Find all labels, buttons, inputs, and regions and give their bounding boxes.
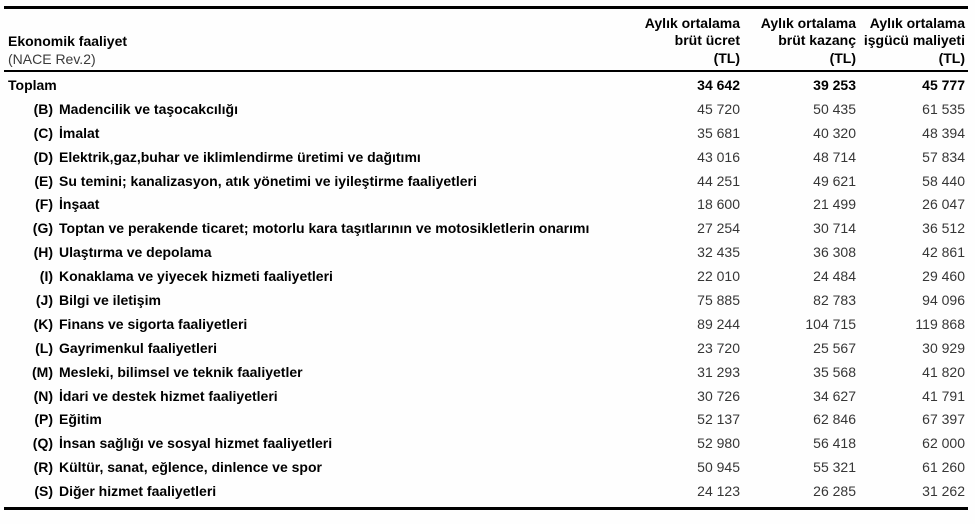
row-label: İdari ve destek hizmet faaliyetleri — [59, 387, 278, 404]
row-value: 62 846 — [813, 411, 856, 428]
row-value: 26 047 — [922, 196, 965, 213]
row-value: 82 783 — [813, 291, 856, 308]
table-row — [4, 169, 968, 193]
activity-label-cell — [4, 244, 590, 260]
total-row-label: Toplam — [8, 76, 57, 93]
row-label: Su temini; kanalizasyon, atık yönetimi ve iyileştirme faaliyetleri — [59, 172, 477, 189]
activity-header-subtitle: (NACE Rev.2) — [8, 50, 96, 67]
row-label: Konaklama ve yiyecek hizmeti faaliyetleri — [59, 268, 333, 285]
table-row — [4, 312, 968, 336]
row-value: 50 435 — [813, 100, 856, 117]
row-code: (S) — [34, 483, 53, 500]
row-code: (G) — [32, 220, 53, 237]
column-header-line: (TL) — [938, 49, 965, 66]
row-code: (D) — [33, 148, 53, 165]
table-row — [4, 264, 968, 288]
activity-label-cell — [4, 268, 590, 284]
header-separator-rule — [4, 70, 968, 72]
row-value: 43 016 — [697, 148, 740, 165]
table-row — [4, 192, 968, 216]
column-header-line: brüt ücret — [674, 32, 740, 48]
activity-label-cell — [4, 316, 590, 332]
row-label: Elektrik,gaz,buhar ve iklimlendirme üretimi ve dağıtımı — [59, 148, 421, 165]
activity-label-cell — [4, 125, 590, 141]
row-label: Diğer hizmet faaliyetleri — [59, 483, 217, 500]
row-value: 31 262 — [922, 483, 965, 500]
row-value: 48 394 — [922, 124, 965, 141]
row-value: 42 861 — [922, 244, 965, 261]
column-header-line: Aylık ortalama — [644, 14, 740, 31]
table-row — [4, 97, 968, 121]
row-label: Gayrimenkul faaliyetleri — [59, 339, 217, 356]
activity-label-cell — [4, 364, 590, 380]
row-value: 104 715 — [805, 315, 856, 332]
row-code: (E) — [34, 172, 53, 189]
row-value: 27 254 — [697, 220, 740, 237]
row-value: 62 000 — [922, 435, 965, 452]
row-label: Kültür, sanat, eğlence, dinlence ve spor — [59, 459, 322, 476]
row-value: 32 435 — [697, 244, 740, 261]
table-row — [4, 336, 968, 360]
row-code: (F) — [35, 196, 53, 213]
total-row-value: 34 642 — [697, 76, 740, 93]
table-row — [4, 455, 968, 479]
row-label: Eğitim — [59, 411, 102, 428]
activity-label-cell — [4, 149, 590, 165]
row-value: 30 714 — [813, 220, 856, 237]
table-row — [4, 240, 968, 264]
row-label: İmalat — [59, 124, 100, 141]
row-value: 24 484 — [813, 268, 856, 285]
column-header-line: Aylık ortalama — [869, 14, 965, 31]
row-value: 24 123 — [697, 483, 740, 500]
total-row-value: 45 777 — [922, 76, 965, 93]
row-value: 22 010 — [697, 268, 740, 285]
row-value: 52 980 — [697, 435, 740, 452]
table-row — [4, 360, 968, 384]
row-label: Bilgi ve iletişim — [59, 291, 161, 308]
row-value: 61 260 — [922, 459, 965, 476]
row-value: 36 308 — [813, 244, 856, 261]
row-code: (Q) — [32, 435, 53, 452]
table-row — [4, 479, 968, 503]
row-label: Mesleki, bilimsel ve teknik faaliyetler — [59, 363, 303, 380]
table-row — [4, 121, 968, 145]
table-header — [4, 9, 968, 70]
row-value: 35 568 — [813, 363, 856, 380]
row-value: 55 321 — [813, 459, 856, 476]
column-header-labour-cost — [856, 15, 968, 71]
row-code: (B) — [33, 100, 53, 117]
row-value: 75 885 — [697, 291, 740, 308]
activity-label-cell — [4, 101, 590, 117]
row-value: 40 320 — [813, 124, 856, 141]
row-value: 52 137 — [697, 411, 740, 428]
row-code: (M) — [32, 363, 53, 380]
row-value: 36 512 — [922, 220, 965, 237]
row-value: 58 440 — [922, 172, 965, 189]
row-value: 34 627 — [813, 387, 856, 404]
table-row — [4, 288, 968, 312]
row-label: İnşaat — [59, 196, 100, 213]
activity-column-header — [4, 33, 590, 70]
row-value: 29 460 — [922, 268, 965, 285]
activity-label-cell — [4, 388, 590, 404]
row-value: 30 726 — [697, 387, 740, 404]
row-value: 21 499 — [813, 196, 856, 213]
column-header-line: (TL) — [713, 49, 740, 66]
activity-label-cell — [4, 173, 590, 189]
row-code: (H) — [33, 244, 53, 261]
row-value: 18 600 — [697, 196, 740, 213]
row-value: 41 820 — [922, 363, 965, 380]
row-label: Ulaştırma ve depolama — [59, 244, 212, 261]
row-code: (C) — [33, 124, 53, 141]
activity-label-cell — [4, 435, 590, 451]
row-code: (J) — [35, 291, 53, 308]
row-label: Toptan ve perakende ticaret; motorlu kara taşıtlarının ve motosikletlerin onarımı — [59, 220, 590, 237]
row-value: 26 285 — [813, 483, 856, 500]
row-value: 89 244 — [697, 315, 740, 332]
column-header-gross-earnings — [740, 15, 856, 71]
row-code: (L) — [35, 339, 53, 356]
row-value: 119 868 — [915, 315, 965, 332]
row-value: 50 945 — [697, 459, 740, 476]
table-row — [4, 216, 968, 240]
row-value: 31 293 — [697, 363, 740, 380]
activity-label-cell — [4, 459, 590, 475]
row-code: (R) — [33, 459, 53, 476]
row-value: 94 096 — [922, 291, 965, 308]
activity-label-cell — [4, 196, 590, 212]
table-body — [4, 73, 968, 503]
row-value: 30 929 — [922, 339, 965, 356]
row-value: 44 251 — [697, 172, 740, 189]
row-code: (I) — [39, 268, 53, 285]
row-value: 23 720 — [697, 339, 740, 356]
row-value: 49 621 — [813, 172, 856, 189]
row-value: 67 397 — [922, 411, 965, 428]
column-header-line: işgücü maliyeti — [863, 32, 965, 48]
bottom-rule — [4, 507, 968, 510]
activity-label-cell — [4, 411, 590, 427]
total-row — [4, 73, 968, 97]
total-row-value: 39 253 — [813, 76, 856, 93]
row-value: 35 681 — [697, 124, 740, 141]
activity-label-cell — [4, 220, 590, 236]
row-label: Finans ve sigorta faaliyetleri — [59, 315, 248, 332]
column-header-line: Aylık ortalama — [760, 14, 856, 31]
column-header-gross-wage — [590, 15, 740, 71]
table-row — [4, 145, 968, 169]
row-value: 25 567 — [813, 339, 856, 356]
row-code: (N) — [33, 387, 53, 404]
row-code: (P) — [34, 411, 53, 428]
column-header-line: (TL) — [829, 49, 856, 66]
activity-label-cell — [4, 483, 590, 499]
activity-label-cell — [4, 292, 590, 308]
row-value: 61 535 — [922, 100, 965, 117]
table-row — [4, 407, 968, 431]
table-row — [4, 384, 968, 408]
row-value: 56 418 — [813, 435, 856, 452]
table-row — [4, 431, 968, 455]
row-label: Madencilik ve taşocakcılığı — [59, 100, 238, 117]
row-value: 41 791 — [922, 387, 965, 404]
column-header-line: brüt kazanç — [778, 32, 856, 48]
row-label: İnsan sağlığı ve sosyal hizmet faaliyetleri — [59, 435, 333, 452]
row-value: 57 834 — [922, 148, 965, 165]
row-value: 48 714 — [813, 148, 856, 165]
activity-header-title: Ekonomik faaliyet — [8, 33, 128, 49]
row-code: (K) — [33, 315, 53, 332]
row-value: 45 720 — [697, 100, 740, 117]
activity-label-cell — [4, 340, 590, 356]
